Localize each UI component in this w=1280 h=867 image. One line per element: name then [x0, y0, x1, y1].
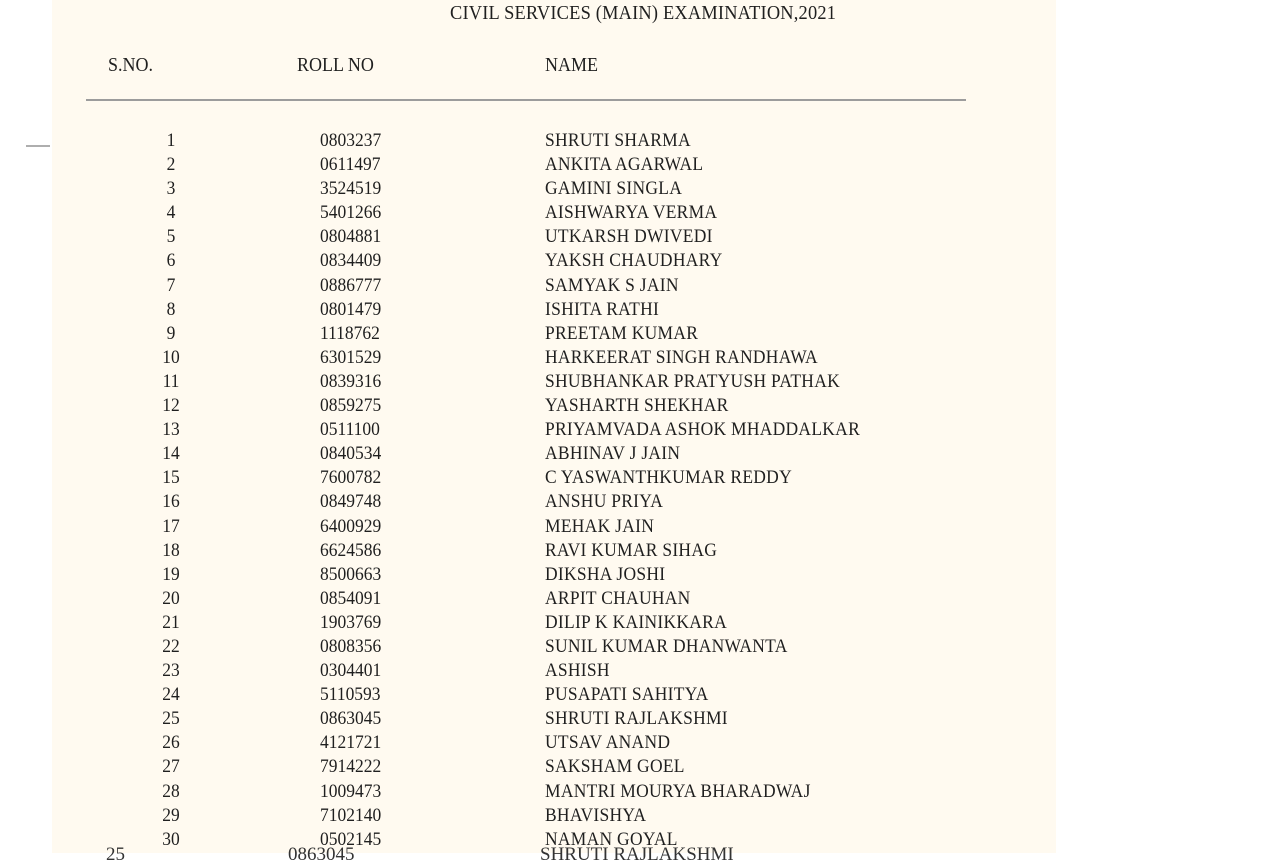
row-name: RAVI KUMAR SIHAG — [545, 539, 718, 561]
row-roll-no: 0304401 — [320, 660, 382, 682]
row-sno: 13 — [162, 419, 180, 441]
row-sno: 29 — [162, 804, 180, 826]
row-name: YASHARTH SHEKHAR — [545, 395, 729, 417]
row-name: ISHITA RATHI — [545, 298, 660, 320]
row-sno: 8 — [166, 298, 176, 320]
row-sno: 12 — [162, 395, 180, 417]
row-roll-no: 7914222 — [320, 756, 382, 778]
row-name: PUSAPATI SAHITYA — [545, 684, 709, 706]
table-row — [52, 539, 1056, 563]
row-sno: 23 — [162, 660, 180, 682]
row-roll-no: 5110593 — [320, 684, 381, 706]
row-sno: 20 — [162, 587, 180, 609]
table-row — [52, 370, 1056, 394]
row-name: UTKARSH DWIVEDI — [545, 226, 713, 248]
row-sno: 1 — [166, 130, 176, 151]
table-row — [52, 659, 1056, 683]
table-row — [52, 587, 1056, 611]
row-name: DILIP K KAINIKKARA — [545, 611, 728, 633]
column-header-sno: S.NO. — [108, 54, 154, 76]
row-roll-no: 0886777 — [320, 274, 382, 296]
ghost-roll-no: 0863045 — [288, 844, 355, 865]
row-name: ASHISH — [545, 660, 610, 682]
row-roll-no: 0803237 — [320, 130, 382, 151]
table-row — [52, 177, 1056, 201]
row-name: PREETAM KUMAR — [545, 322, 699, 344]
table-row — [52, 249, 1056, 273]
row-name: YAKSH CHAUDHARY — [545, 250, 723, 272]
row-sno: 7 — [166, 274, 176, 296]
row-sno: 26 — [162, 732, 180, 754]
side-dash-mark — [26, 145, 50, 147]
row-name: MANTRI MOURYA BHARADWAJ — [545, 780, 811, 802]
row-sno: 21 — [162, 611, 180, 633]
row-roll-no: 0808356 — [320, 635, 382, 657]
row-sno: 5 — [166, 226, 176, 248]
row-name: ARPIT CHAUHAN — [545, 587, 691, 609]
row-sno: 25 — [162, 708, 180, 730]
row-sno: 30 — [162, 828, 180, 850]
table-row — [52, 635, 1056, 659]
table-row — [52, 322, 1056, 346]
row-sno: 24 — [162, 684, 180, 706]
row-roll-no: 8500663 — [320, 563, 382, 585]
table-row — [52, 129, 1056, 153]
table-row — [52, 153, 1056, 177]
row-roll-no: 1903769 — [320, 611, 382, 633]
column-header-roll-no: ROLL NO — [297, 54, 374, 76]
row-name: UTSAV ANAND — [545, 732, 671, 754]
row-roll-no: 0804881 — [320, 226, 382, 248]
row-name: MEHAK JAIN — [545, 515, 655, 537]
row-roll-no: 4121721 — [320, 732, 382, 754]
row-sno: 15 — [162, 467, 180, 489]
row-name: ANSHU PRIYA — [545, 491, 664, 513]
row-roll-no: 6400929 — [320, 515, 382, 537]
row-roll-no: 5401266 — [320, 202, 382, 224]
table-row — [52, 490, 1056, 514]
row-roll-no: 0840534 — [320, 443, 382, 465]
row-name: ANKITA AGARWAL — [545, 154, 704, 176]
row-sno: 6 — [166, 250, 176, 272]
row-sno: 2 — [166, 154, 176, 176]
row-roll-no: 0834409 — [320, 250, 382, 272]
row-roll-no: 6301529 — [320, 346, 382, 368]
table-row — [52, 418, 1056, 442]
table-row — [52, 201, 1056, 225]
row-roll-no: 0863045 — [320, 708, 382, 730]
row-name: SHRUTI RAJLAKSHMI — [545, 708, 728, 730]
results-table-body — [52, 129, 1056, 852]
row-name: DIKSHA JOSHI — [545, 563, 666, 585]
row-roll-no: 7102140 — [320, 804, 382, 826]
row-roll-no: 3524519 — [320, 178, 382, 200]
row-sno: 28 — [162, 780, 180, 802]
row-sno: 3 — [166, 178, 176, 200]
table-row — [52, 466, 1056, 490]
row-roll-no: 1009473 — [320, 780, 382, 802]
row-roll-no: 0801479 — [320, 298, 382, 320]
table-row — [52, 780, 1056, 804]
ghost-name: SHRUTI RAJLAKSHMI — [540, 844, 734, 865]
row-sno: 14 — [162, 443, 180, 465]
row-sno: 19 — [162, 563, 180, 585]
row-roll-no: 0849748 — [320, 491, 382, 513]
row-sno: 17 — [162, 515, 180, 537]
column-header-name: NAME — [545, 54, 599, 76]
row-sno: 10 — [162, 346, 180, 368]
row-name: BHAVISHYA — [545, 804, 647, 826]
table-row — [52, 298, 1056, 322]
table-row — [52, 707, 1056, 731]
row-roll-no: 6624586 — [320, 539, 382, 561]
row-roll-no: 0511100 — [320, 419, 380, 441]
row-roll-no: 0611497 — [320, 154, 381, 176]
row-name: HARKEERAT SINGH RANDHAWA — [545, 346, 818, 368]
table-row — [52, 804, 1056, 828]
row-roll-no: 1118762 — [320, 322, 380, 344]
table-row — [52, 346, 1056, 370]
row-sno: 11 — [162, 370, 180, 392]
document-title: CIVIL SERVICES (MAIN) EXAMINATION,2021 — [450, 2, 837, 24]
table-row — [52, 442, 1056, 466]
row-name: SHUBHANKAR PRATYUSH PATHAK — [545, 370, 841, 392]
row-name: ABHINAV J JAIN — [545, 443, 681, 465]
row-sno: 9 — [166, 322, 176, 344]
row-name: AISHWARYA VERMA — [545, 202, 718, 224]
row-roll-no: 0502145 — [320, 828, 382, 850]
row-name: GAMINI SINGLA — [545, 178, 683, 200]
row-name: NAMAN GOYAL — [545, 828, 678, 850]
table-row — [52, 225, 1056, 249]
table-row — [52, 755, 1056, 779]
row-name: SAKSHAM GOEL — [545, 756, 685, 778]
table-row — [52, 683, 1056, 707]
row-name: SHRUTI SHARMA — [545, 130, 691, 151]
row-sno: 4 — [166, 202, 176, 224]
row-sno: 16 — [162, 491, 180, 513]
header-divider — [86, 99, 966, 101]
row-name: C YASWANTHKUMAR REDDY — [545, 467, 792, 489]
ghost-sno: 25 — [106, 844, 125, 865]
row-sno: 18 — [162, 539, 180, 561]
table-row — [52, 563, 1056, 587]
row-sno: 22 — [162, 635, 180, 657]
row-roll-no: 0854091 — [320, 587, 382, 609]
row-name: SUNIL KUMAR DHANWANTA — [545, 635, 788, 657]
row-sno: 27 — [162, 756, 180, 778]
table-row — [52, 611, 1056, 635]
row-roll-no: 0839316 — [320, 370, 382, 392]
table-row — [52, 731, 1056, 755]
ghost-row-overlap — [0, 844, 1280, 865]
table-row — [52, 274, 1056, 298]
document-page — [52, 0, 1056, 853]
table-row — [52, 394, 1056, 418]
row-roll-no: 0859275 — [320, 395, 382, 417]
row-name: PRIYAMVADA ASHOK MHADDALKAR — [545, 419, 861, 441]
row-roll-no: 7600782 — [320, 467, 382, 489]
row-name: SAMYAK S JAIN — [545, 274, 679, 296]
table-row — [52, 515, 1056, 539]
